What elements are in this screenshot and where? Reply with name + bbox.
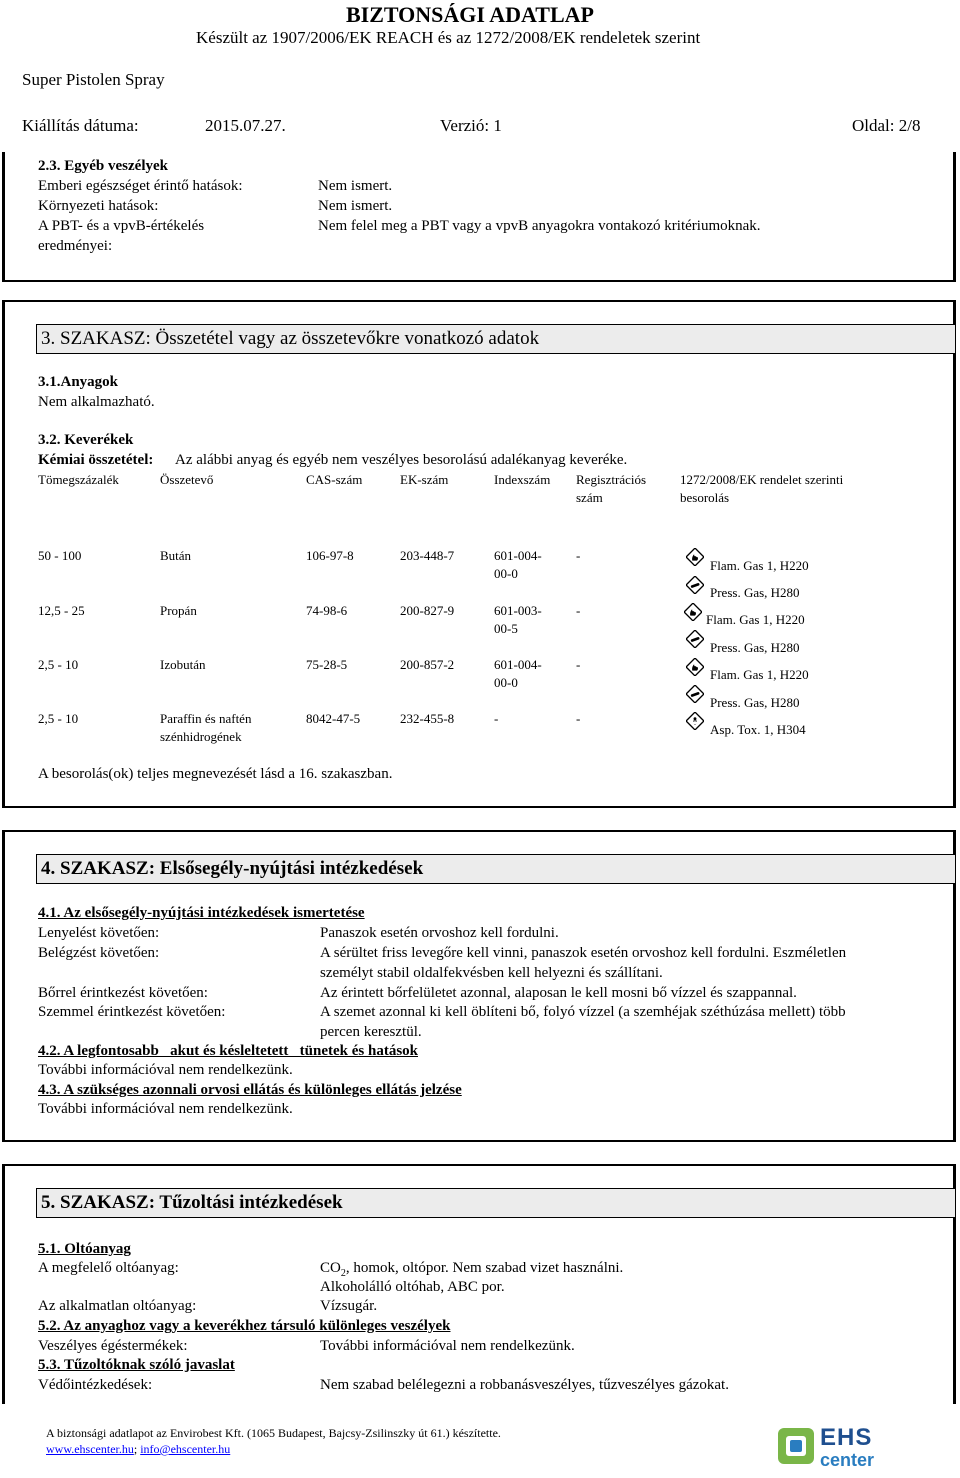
suitable-rest: , homok, oltópor. Nem szabad vizet használni.: [345, 1260, 624, 1276]
class-text: Press. Gas, H280: [710, 695, 800, 710]
s43-heading: 4.3. A szükséges azonnali orvosi ellátás és különleges ellátás jelzése: [38, 1082, 462, 1098]
section-3-title: 3. SZAKASZ: Összetétel vagy az összetevőkre vonatkozó adatok: [36, 324, 956, 354]
version: Verzió: 1: [440, 116, 502, 135]
class-text: Flam. Gas 1, H220: [710, 667, 809, 682]
suitable-value-2: Alkoholálló oltóhab, ABC por.: [320, 1279, 505, 1295]
row-index-2: 00-0: [494, 566, 518, 581]
s42-text: További információval nem rendelkezünk.: [38, 1062, 293, 1078]
row-name: Paraffin és naftén: [160, 711, 252, 726]
col-header-ek: EK-szám: [400, 472, 449, 487]
page-number: Oldal: 2/8: [852, 116, 921, 135]
class-text: Press. Gas, H280: [710, 640, 800, 655]
classification-note: A besorolás(ok) teljes megnevezését lásd a 16. szakaszban.: [38, 766, 393, 782]
s4-value-inhalation-2: személyt stabil oldalfekvésben kell helyezni és szállítani.: [320, 965, 663, 981]
co2-text: CO: [320, 1260, 341, 1276]
class-text: Flam. Gas 1, H220: [710, 558, 809, 573]
row-pct: 12,5 - 25: [38, 603, 85, 618]
row-ek: 200-827-9: [400, 603, 455, 618]
section-3-box: [2, 300, 956, 808]
row-name: Bután: [160, 548, 192, 563]
document-title: BIZTONSÁGI ADATLAP: [346, 2, 594, 27]
s23-value-1: Nem ismert.: [318, 178, 393, 194]
combustion-value: További információval nem rendelkezünk.: [320, 1338, 575, 1354]
combustion-label: Veszélyes égéstermékek:: [38, 1338, 188, 1354]
s42-heading: 4.2. A legfontosabb akut és késleltetett tünetek és hatások: [38, 1043, 419, 1059]
row-cas: 74-98-6: [306, 603, 348, 618]
flame-icon: [684, 603, 702, 621]
row-reg: -: [576, 711, 581, 726]
website-link[interactable]: www.ehscenter.hu: [46, 1442, 134, 1456]
s4-label-eye: Szemmel érintkezést követően:: [38, 1004, 226, 1020]
gas-cylinder-icon: [686, 685, 704, 703]
section-5-title: 5. SZAKASZ: Tűzoltási intézkedések: [36, 1188, 956, 1218]
row-cas: 106-97-8: [306, 548, 354, 563]
row-cas: 75-28-5: [306, 657, 348, 672]
col-header-component: Összetevő: [160, 472, 214, 487]
issue-date: 2015.07.27.: [205, 116, 286, 135]
protective-label: Védőintézkedések:: [38, 1377, 153, 1393]
s4-label-inhalation: Belégzést követően:: [38, 945, 160, 961]
class-text: Flam. Gas 1, H220: [706, 612, 805, 627]
col-header-cas: CAS-szám: [306, 472, 363, 487]
s32-heading: 3.2. Keverékek: [38, 432, 134, 448]
row-index: -: [494, 711, 499, 726]
logo-mark-icon: [776, 1426, 816, 1466]
product-name: Super Pistolen Spray: [22, 70, 165, 89]
s4-value-ingestion: Panaszok esetén orvoshoz kell fordulni.: [320, 925, 559, 941]
s43-text: További információval nem rendelkezünk.: [38, 1101, 293, 1117]
s23-label-3: A PBT- és a vpvB-értékelés: [38, 218, 205, 234]
s41-heading: 4.1. Az elsősegély-nyújtási intézkedések ismertetése: [38, 905, 365, 921]
row-reg: -: [576, 548, 581, 563]
row-cas: 8042-47-5: [306, 711, 361, 726]
s4-value-eye: A szemet azonnal ki kell öblíteni bő, folyó vízzel (a szemhéjak széthúzása mellett) több: [320, 1004, 846, 1020]
footer-links: [46, 1442, 230, 1457]
unsuitable-value: Vízsugár.: [320, 1298, 378, 1314]
col-header-class-2: besorolás: [680, 490, 730, 505]
s31-text: Nem alkalmazható.: [38, 394, 155, 410]
section-4-title: 4. SZAKASZ: Elsősegély-nyújtási intézkedések: [36, 854, 956, 884]
s51-heading: 5.1. Oltóanyag: [38, 1241, 131, 1257]
s23-label-2: Környezeti hatások:: [38, 198, 159, 214]
class-text: Asp. Tox. 1, H304: [710, 722, 806, 737]
s4-label-skin: Bőrrel érintkezést követően:: [38, 985, 208, 1001]
document-subtitle: Készült az 1907/2006/EK REACH és az 1272/2008/EK rendeletek szerint: [196, 28, 701, 47]
issue-date-label: Kiállítás dátuma:: [22, 116, 139, 135]
ehs-center-logo: [776, 1420, 926, 1474]
footer-note: A biztonsági adatlapot az Envirobest Kft. (1065 Budapest, Bajcsy-Zsilinszky út 61.) készítette.: [46, 1426, 501, 1440]
suitable-label: A megfelelő oltóanyag:: [38, 1260, 179, 1276]
s4-value-inhalation: A sérültet friss levegőre kell vinni, panaszok esetén orvoshoz kell fordulni. Eszméletlen: [320, 945, 847, 961]
row-pct: 50 - 100: [38, 548, 82, 563]
footer-separator: ;: [133, 1442, 141, 1456]
row-index: 601-003-: [494, 603, 542, 618]
row-pct: 2,5 - 10: [38, 711, 79, 726]
gas-cylinder-icon: [686, 576, 704, 594]
s4-label-ingestion: Lenyelést követően:: [38, 925, 160, 941]
row-index: 601-004-: [494, 548, 542, 563]
email-link[interactable]: info@ehscenter.hu: [140, 1442, 231, 1456]
col-header-reg: Regisztrációs: [576, 472, 647, 487]
row-name: Izobután: [160, 657, 206, 672]
protective-value: Nem szabad belélegezni a robbanásveszélyes, tűzveszélyes gázokat.: [320, 1377, 729, 1393]
row-ek: 203-448-7: [400, 548, 455, 563]
health-hazard-icon: [686, 712, 704, 730]
row-reg: -: [576, 657, 581, 672]
class-text: Press. Gas, H280: [710, 585, 800, 600]
suitable-value: [320, 1260, 623, 1279]
logo-text-bottom: center: [820, 1450, 875, 1470]
chem-text: Az alábbi anyag és egyéb nem veszélyes besorolású adalékanyag keveréke.: [175, 452, 628, 468]
row-ek: 232-455-8: [400, 711, 455, 726]
s23-value-3: Nem felel meg a PBT vagy a vpvB anyagokra vontakozó kritériumoknak.: [318, 218, 761, 234]
flame-icon: [686, 548, 704, 566]
gas-cylinder-icon: [686, 630, 704, 648]
s31-heading: 3.1.Anyagok: [38, 374, 119, 390]
s53-heading: 5.3. Tűzoltóknak szóló javaslat: [38, 1357, 235, 1373]
row-ek: 200-857-2: [400, 657, 455, 672]
col-header-reg-2: szám: [576, 490, 603, 505]
flame-icon: [686, 658, 704, 676]
row-reg: -: [576, 603, 581, 618]
s23-value-2: Nem ismert.: [318, 198, 393, 214]
chem-label: Kémiai összetétel:: [38, 452, 154, 468]
s52-heading: 5.2. Az anyaghoz vagy a keverékhez társuló különleges veszélyek: [38, 1318, 451, 1334]
col-header-index: Indexszám: [494, 472, 551, 487]
co2-subscript: 2: [340, 1268, 346, 1279]
s4-value-skin: Az érintett bőrfelületet azonnal, alaposan le kell mosni bő vízzel és szappannal.: [320, 985, 797, 1001]
unsuitable-label: Az alkalmatlan oltóanyag:: [38, 1298, 197, 1314]
logo-text-top: EHS: [820, 1424, 873, 1451]
s23-label-3-cont: eredményei:: [38, 238, 113, 254]
s4-value-eye-2: percen keresztül.: [320, 1024, 422, 1040]
row-pct: 2,5 - 10: [38, 657, 79, 672]
col-header-pct: Tömegszázalék: [38, 472, 119, 487]
s23-heading: 2.3. Egyéb veszélyek: [38, 158, 168, 174]
row-index: 601-004-: [494, 657, 542, 672]
row-index-2: 00-5: [494, 621, 518, 636]
row-name-2: szénhidrogének: [160, 729, 242, 744]
s23-label-1: Emberi egészséget érintő hatások:: [38, 178, 243, 194]
row-name: Propán: [160, 603, 197, 618]
col-header-class: 1272/2008/EK rendelet szerinti: [680, 472, 844, 487]
row-index-2: 00-0: [494, 675, 518, 690]
